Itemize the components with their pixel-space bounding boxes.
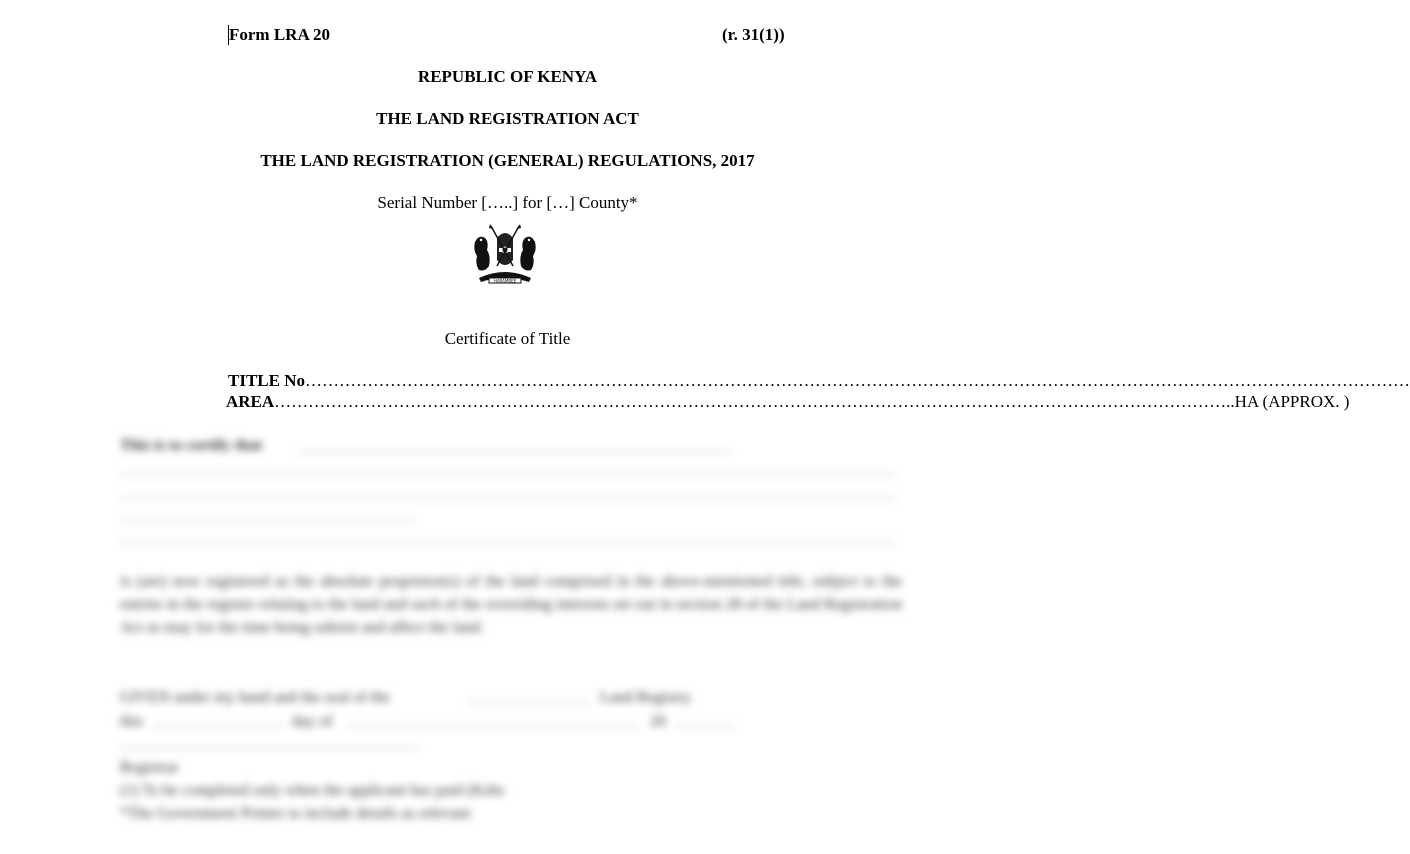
area-field: [226, 392, 1349, 412]
certify-label: This is to certify that: [120, 437, 263, 454]
dotted-line: [120, 542, 895, 543]
dotted-line: [120, 520, 415, 521]
year-label: 20: [650, 713, 666, 730]
heading-act: THE LAND REGISTRATION ACT: [376, 109, 639, 128]
note-1: (1) To be completed only when the applicant has paid (Kshs: [120, 782, 505, 799]
rule-reference: (r. 31(1)): [722, 25, 785, 44]
certify-line: [120, 434, 262, 457]
land-registry-label: Land Registry: [600, 689, 692, 706]
area-dots: ……………………………………………………………………………………………………………………………………………………..: [274, 392, 1235, 411]
note-2: *The Government Printer to include details as relevant: [120, 805, 471, 822]
serial-number-line: Serial Number […..] for […] County*: [377, 193, 638, 212]
dotted-line: [348, 726, 638, 727]
kenya-coat-of-arms-icon: [469, 222, 541, 284]
heading-republic: REPUBLIC OF KENYA: [417, 67, 598, 86]
title-number-field: [228, 371, 1410, 391]
dotted-line: [300, 452, 730, 453]
dotted-line: [470, 702, 590, 703]
form-label: Form LRA 20: [229, 25, 331, 44]
heading-regulations: THE LAND REGISTRATION (GENERAL) REGULATIONS, 2017: [260, 151, 755, 170]
title-number-dots: ……………………………………………………………………………………………………………………………………………………………………………: [305, 371, 1410, 390]
area-unit: HA (APPROX. ): [1234, 392, 1350, 411]
dotted-line: [120, 748, 418, 749]
area-label: AREA: [226, 392, 275, 411]
registrar-label: Registrar: [120, 759, 179, 776]
day-of-label: day of: [292, 713, 333, 730]
dotted-line: [154, 726, 284, 727]
blurred-body-section: [120, 430, 902, 830]
dotted-line: [120, 498, 895, 499]
this-label: this: [120, 713, 144, 730]
svg-text:HARAMBEE: HARAMBEE: [493, 278, 517, 284]
proprietor-paragraph: is (are) now registered as the absolute proprietor(s) of the land comprised in the above-mentioned title, subject to the entries in the register relating to the land and such of the overriding interests set out in section 28 of the Land Registration Act as may for the time being subsist and affect the land.: [120, 573, 902, 636]
dotted-line: [120, 474, 895, 475]
given-line: [120, 686, 390, 709]
certificate-title: Certificate of Title: [444, 329, 571, 348]
given-label: GIVEN under my hand and the seal of the: [120, 689, 391, 706]
dotted-line: [676, 726, 734, 727]
title-number-label: TITLE No: [228, 371, 305, 390]
